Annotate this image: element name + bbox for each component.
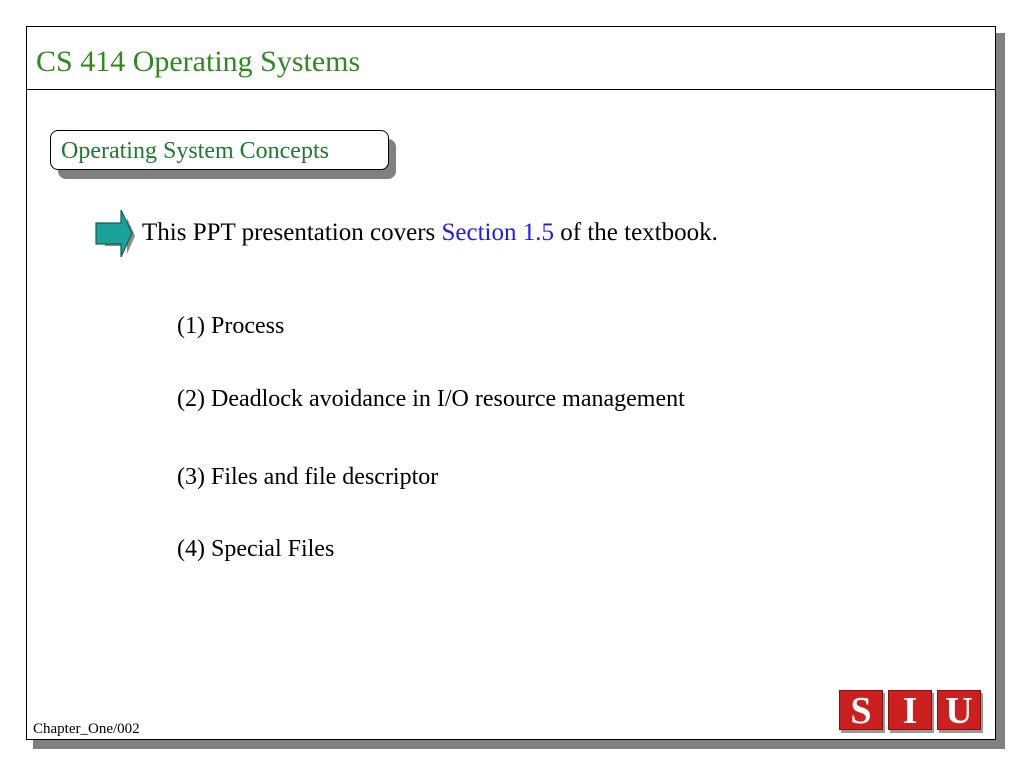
topic-item: (3) Files and file descriptor [177, 464, 439, 490]
intro-prefix: This PPT presentation covers [142, 219, 442, 246]
topic-item: (2) Deadlock avoidance in I/O resource management [177, 386, 685, 412]
logo-letter: I [888, 690, 932, 730]
intro-text [142, 218, 718, 248]
section-reference-link: Section 1.5 [441, 219, 554, 246]
slide-title: CS 414 Operating Systems [36, 45, 361, 78]
logo-letter: U [937, 690, 981, 730]
logo-letter: S [839, 690, 883, 730]
header-divider [27, 89, 995, 90]
intro-suffix: of the textbook. [554, 219, 718, 246]
slide-footer-label: Chapter_One/002 [33, 721, 140, 737]
section-label: Operating System Concepts [61, 138, 329, 164]
section-box [50, 130, 389, 170]
slide [26, 26, 996, 740]
topic-item: (4) Special Files [177, 536, 335, 562]
topic-item: (1) Process [177, 313, 285, 339]
arrow-right-icon [93, 207, 137, 265]
siu-logo [839, 690, 983, 734]
